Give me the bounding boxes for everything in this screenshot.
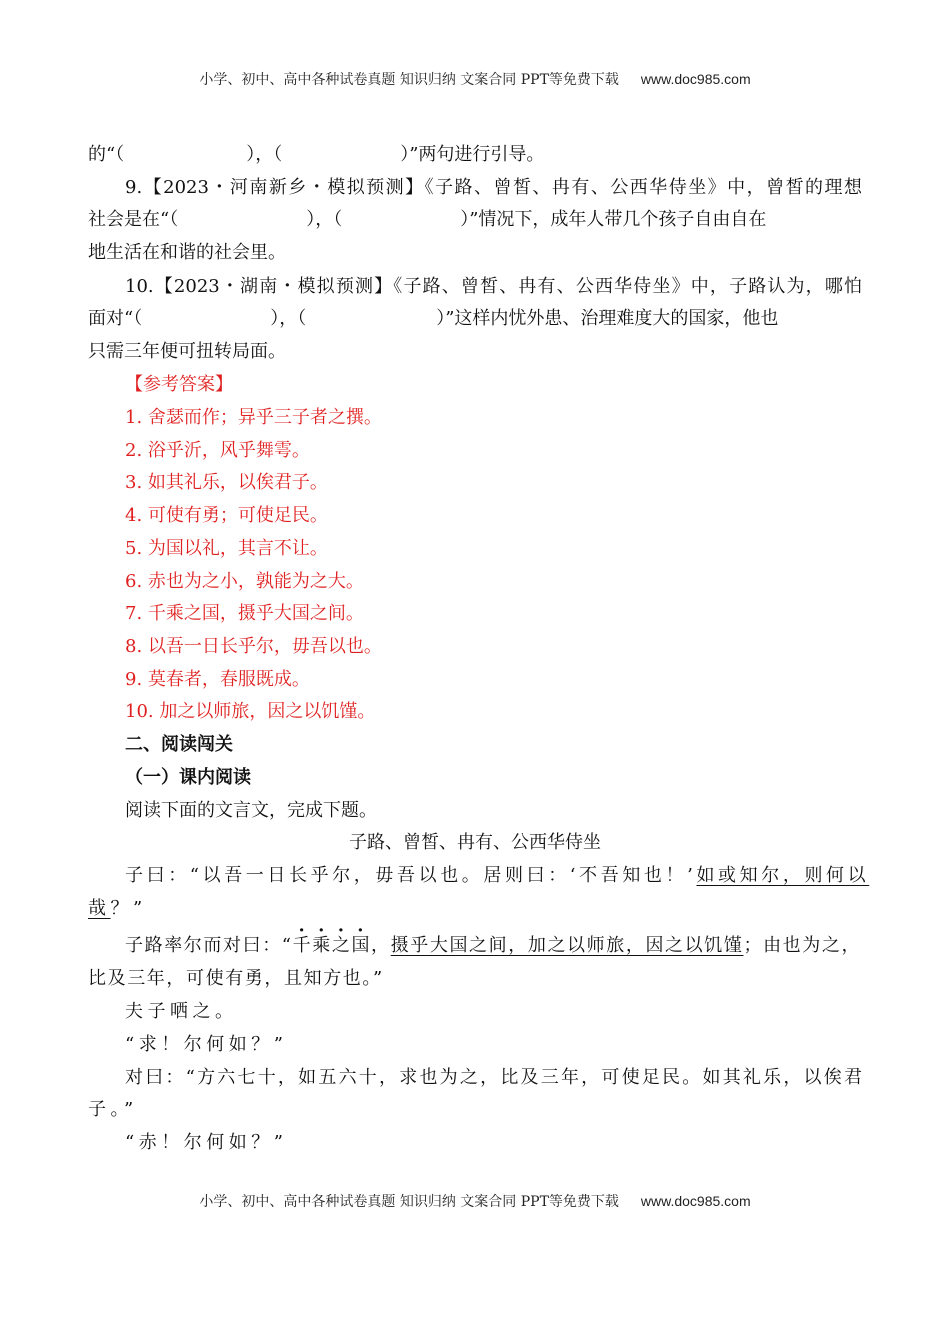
text: ）”情况下，成年人带几个孩子自由自在 <box>460 209 767 230</box>
text: ）”两句进行引导。 <box>400 144 545 165</box>
q8-tail <box>88 143 862 167</box>
text: ）”这样内忧外患、治理难度大的国家，他也 <box>436 308 779 329</box>
text: ， <box>371 935 391 956</box>
emphasized-char: 国 <box>351 935 372 956</box>
footer-url[interactable]: www.doc985.com <box>640 1193 751 1209</box>
answer-item: 4. 可使有勇；可使足民。 <box>125 505 328 527</box>
passage-p2-cont: 比及三年，可使有勇，且知方也。” <box>88 968 384 989</box>
passage-p6: “赤！尔何如？” <box>125 1132 288 1153</box>
section-title: 二、阅读闯关 <box>125 734 233 755</box>
q10-line3: 只需三年便可扭转局面。 <box>88 341 286 362</box>
q10-line1: 10.【2023・湖南・模拟预测】《子路、曾皙、冉有、公西华侍坐》中，子路认为，哪怕 <box>125 276 862 297</box>
header-url[interactable]: www.doc985.com <box>640 71 751 87</box>
text: ；由也为之， <box>743 935 862 956</box>
answer-item: 6. 赤也为之小，孰能为之大。 <box>125 570 364 592</box>
passage-p5: 对曰：“方六七十，如五六十，求也为之，比及三年，可使足民。如其礼乐，以俟君 <box>125 1067 862 1088</box>
answers-title: 【参考答案】 <box>125 374 233 395</box>
dotted-text <box>293 935 371 956</box>
q10-line2 <box>88 307 862 331</box>
passage-title: 子路、曾皙、冉有、公西华侍坐 <box>349 832 601 853</box>
q9-line3: 地生活在和谐的社会里。 <box>88 242 286 263</box>
answer-item: 10. 加之以师旅，因之以饥馑。 <box>125 701 376 723</box>
answer-item: 8. 以吾一日长乎尔，毋吾以也。 <box>125 635 382 657</box>
passage-p4: “求！尔何如？” <box>125 1034 288 1055</box>
q9-line1: 9.【2023・河南新乡・模拟预测】《子路、曾皙、冉有、公西华侍坐》中，曾皙的理想 <box>125 177 862 198</box>
text: 子曰：“以吾一日长乎尔，毋吾以也。居则曰：‘不吾知也！’ <box>125 865 697 886</box>
text: 的“（ <box>88 144 125 165</box>
text: 面对“（ <box>88 308 143 329</box>
q9-line2 <box>88 208 862 232</box>
text: ），（ <box>306 209 343 230</box>
emphasized-char: 乘 <box>312 935 332 956</box>
text: 子路率尔而对曰：“ <box>125 935 293 956</box>
underlined-text: 如或知尔，则何以 <box>696 865 870 886</box>
answer-item: 7. 千乘之国，摄乎大国之间。 <box>125 603 364 625</box>
passage-p1 <box>125 864 870 888</box>
header-text: 小学、初中、高中各种试卷真题 知识归纳 文案合同 PPT等免费下载 <box>199 72 619 88</box>
text: ），（ <box>270 308 307 329</box>
passage-p1-cont <box>88 897 862 921</box>
emphasized-char: 之 <box>331 935 352 956</box>
text: 社会是在“（ <box>88 209 179 230</box>
answer-item: 1. 舍瑟而作；异乎三子者之撰。 <box>125 407 382 428</box>
underlined-text: 摄乎大国之间，加之以师旅，因之以饥馑 <box>390 935 744 956</box>
passage-p2 <box>125 934 862 958</box>
emphasized-char: 千 <box>292 935 313 956</box>
underlined-text: 哉 <box>88 898 111 919</box>
answer-item: 2. 浴乎沂，风乎舞雩。 <box>125 439 310 461</box>
text: ？” <box>110 898 147 919</box>
page-footer <box>0 1191 950 1211</box>
instruction: 阅读下面的文言文，完成下题。 <box>125 800 377 821</box>
passage-p3: 夫子哂之。 <box>125 1001 238 1022</box>
footer-text: 小学、初中、高中各种试卷真题 知识归纳 文案合同 PPT等免费下载 <box>199 1194 619 1210</box>
answer-item: 5. 为国以礼，其言不让。 <box>125 537 328 559</box>
subsection-title: （一）课内阅读 <box>125 767 251 788</box>
answer-item: 9. 莫春者，春服既成。 <box>125 668 310 690</box>
answer-item: 3. 如其礼乐，以俟君子。 <box>125 472 328 494</box>
page-header <box>0 69 950 89</box>
passage-p5-cont: 子。” <box>88 1099 138 1120</box>
text: ），（ <box>246 144 283 165</box>
